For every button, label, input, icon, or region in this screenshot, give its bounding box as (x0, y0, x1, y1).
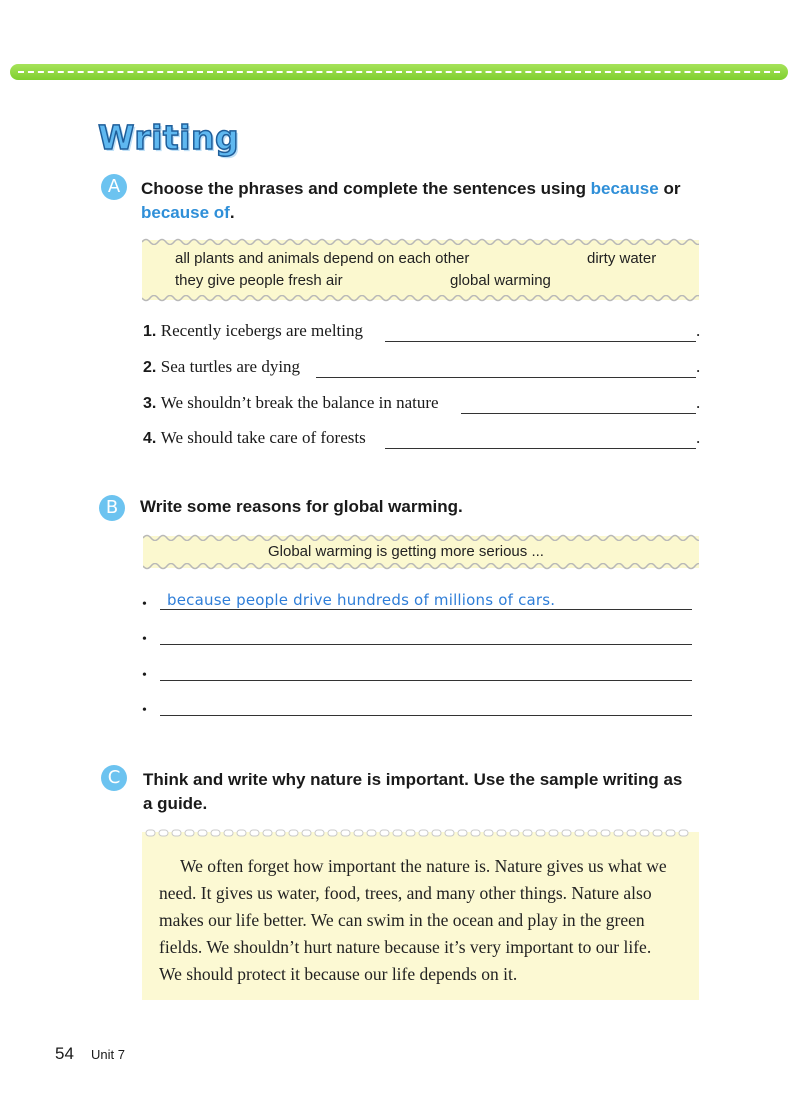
question-number: 2. (143, 359, 157, 376)
sample-writing-note (142, 832, 699, 1000)
reason-line[interactable] (160, 715, 692, 716)
section-c-instruction (143, 768, 713, 816)
instruction-text: Choose the phrases and complete the sentences using (141, 179, 591, 198)
sample-line: We should protect it because our life depends on it. (159, 964, 518, 984)
answer-line[interactable] (385, 341, 696, 342)
bullet: • (142, 668, 147, 683)
section-b-instruction: Write some reasons for global warming. (140, 497, 463, 516)
section-a-badge: A (101, 174, 127, 200)
phrase-item: all plants and animals depend on each other (175, 250, 470, 267)
sample-line: fields. We shouldn’t hurt nature because it’s very important to our life. (159, 937, 652, 957)
keyword-because-of: because of (141, 203, 230, 222)
prompt-box (143, 536, 699, 568)
instruction-line: Think and write why nature is important. Use the sample writing as (143, 770, 683, 789)
instruction-line: a guide. (143, 794, 208, 813)
keyword-because: because (590, 179, 659, 198)
phrase-item: global warming (450, 272, 551, 289)
question-item (143, 321, 363, 341)
question-text: We should take care of forests (160, 428, 366, 447)
bullet: • (142, 597, 147, 612)
phrase-item: dirty water (587, 250, 657, 267)
reason-line[interactable] (160, 644, 692, 645)
question-number: 4. (143, 430, 157, 447)
section-a-instruction (141, 177, 706, 225)
reason-line[interactable] (160, 609, 692, 610)
bullet: • (142, 703, 147, 718)
question-item (143, 393, 439, 413)
answer-line[interactable] (385, 448, 696, 449)
answer-line[interactable] (461, 413, 696, 414)
bullet: • (142, 632, 147, 647)
question-period: . (696, 428, 701, 447)
page-number: 54 (55, 1044, 74, 1063)
spiral-holes (142, 828, 699, 838)
question-period: . (696, 357, 701, 376)
sample-line: We often forget how important the nature is. Nature gives us what we (180, 856, 667, 876)
wavy-edge-bottom (143, 563, 699, 571)
page-title: Writing (98, 118, 240, 157)
instruction-period: . (229, 203, 235, 222)
wavy-edge-bottom (142, 295, 699, 303)
phrase-item: they give people fresh air (175, 272, 343, 289)
answer-line[interactable] (316, 377, 696, 378)
question-item (143, 428, 366, 448)
wavy-edge-top (142, 237, 699, 245)
reason-line[interactable] (160, 680, 692, 681)
sample-line: need. It gives us water, food, trees, and many other things. Nature also (159, 883, 652, 903)
example-answer: because people drive hundreds of millions of cars. (167, 591, 556, 609)
sample-writing-text (159, 853, 681, 988)
question-number: 1. (143, 323, 157, 340)
question-period: . (696, 321, 701, 340)
section-b-badge: B (99, 495, 125, 521)
phrase-box (142, 240, 699, 300)
question-number: 3. (143, 395, 157, 412)
wavy-edge-top (143, 533, 699, 541)
header-decorative-stripe (10, 64, 788, 80)
question-text: Recently icebergs are melting (160, 321, 363, 340)
question-text: Sea turtles are dying (160, 357, 301, 376)
question-item (143, 357, 300, 377)
sample-line: makes our life better. We can swim in the ocean and play in the green (159, 910, 645, 930)
unit-label: Unit 7 (91, 1047, 125, 1062)
question-text: We shouldn’t break the balance in nature (160, 393, 439, 412)
section-c-badge: C (101, 765, 127, 791)
prompt-text: Global warming is getting more serious ... (268, 543, 544, 560)
instruction-or: or (658, 179, 681, 198)
question-period: . (696, 393, 701, 412)
